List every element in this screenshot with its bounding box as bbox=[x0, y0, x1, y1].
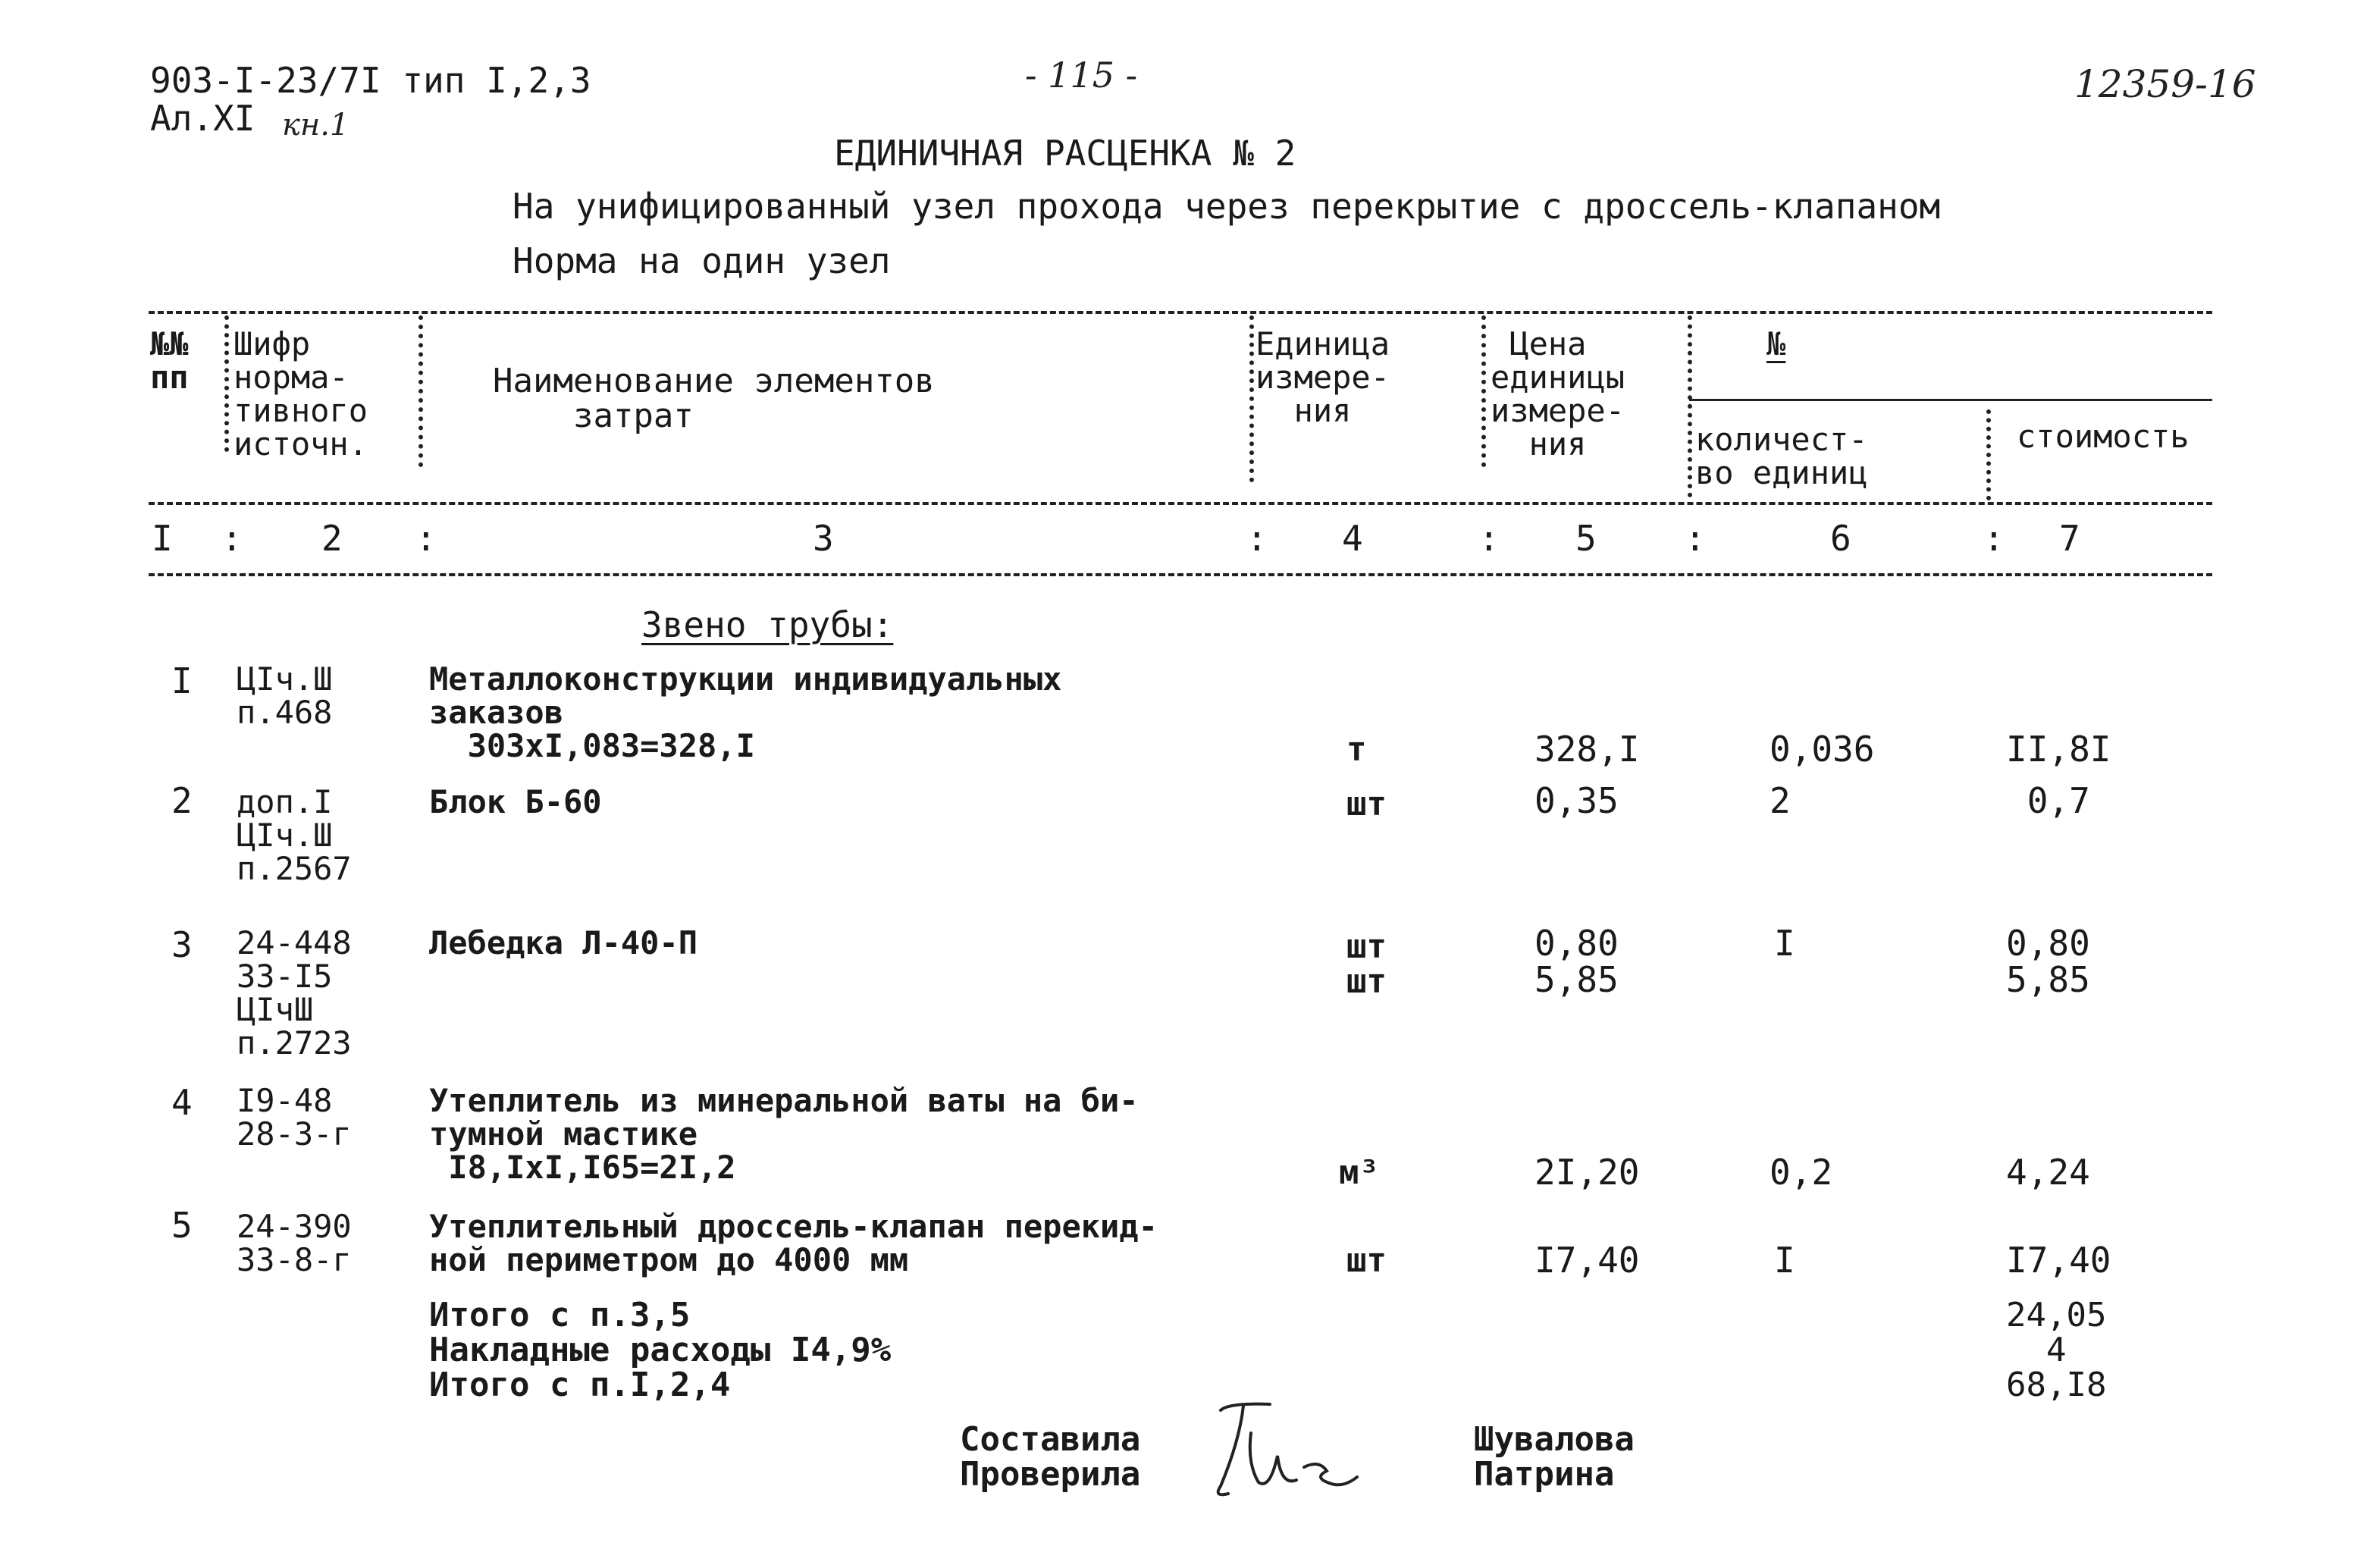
footer-roles: Составила Проверила bbox=[960, 1420, 1141, 1494]
row-code: ЦIч.Ш п.468 bbox=[237, 660, 333, 731]
row-unit: шт шт bbox=[1346, 927, 1387, 1001]
col-number-3: 3 bbox=[813, 518, 834, 559]
page-subtitle: На унифицированный узел прохода через перекрытие с дроссель-клапаном bbox=[513, 186, 1941, 227]
archive-number: 12359-16 bbox=[2074, 62, 2256, 106]
handwritten-signature bbox=[1198, 1395, 1372, 1509]
col-number-6: 6 bbox=[1830, 518, 1851, 559]
row-cost: 0,80 5,85 bbox=[2006, 923, 2090, 1000]
row-unit: м³ bbox=[1339, 1153, 1379, 1192]
row-price: 0,35 bbox=[1534, 780, 1619, 821]
col-header-number: №№ пп bbox=[150, 325, 189, 396]
row-number: 4 bbox=[171, 1082, 193, 1123]
row-code: 24-390 33-8-г bbox=[237, 1208, 352, 1278]
row-name: Утеплитель из минеральной ваты на би- тумной мастике I8,IхI,I65=2I,2 bbox=[429, 1082, 1139, 1186]
col-header-group: № bbox=[1766, 325, 1786, 362]
col-number-1: I bbox=[152, 518, 173, 559]
number-row-colons: : bbox=[1983, 518, 2005, 559]
row-cost: 0,7 bbox=[2006, 780, 2090, 821]
row-qty: 2 bbox=[1770, 780, 1791, 821]
row-price: 2I,20 bbox=[1534, 1152, 1640, 1193]
row-number: 2 bbox=[171, 780, 193, 821]
row-price: 0,80 5,85 bbox=[1534, 923, 1619, 1000]
section-heading: Звено трубы: bbox=[641, 604, 894, 645]
totals-values: 24,05 4 68,I8 bbox=[2006, 1296, 2107, 1404]
col-sep-6 bbox=[1986, 409, 1991, 500]
row-number: I bbox=[171, 660, 193, 701]
page-number: - 115 - bbox=[1025, 55, 1138, 96]
row-unit: т bbox=[1346, 730, 1367, 769]
row-number: 3 bbox=[171, 924, 193, 965]
number-row-colons: : bbox=[1246, 518, 1268, 559]
row-cost: 4,24 bbox=[2006, 1152, 2090, 1193]
col-number-2: 2 bbox=[321, 518, 343, 559]
col-number-7: 7 bbox=[2059, 518, 2080, 559]
row-qty: 0,2 bbox=[1770, 1152, 1833, 1193]
footer-names: Шувалова Патрина bbox=[1474, 1420, 1635, 1494]
header-rule-bottom bbox=[149, 502, 2212, 505]
row-price: I7,40 bbox=[1534, 1240, 1640, 1281]
number-row-colons: : bbox=[415, 518, 437, 559]
row-qty: 0,036 bbox=[1770, 729, 1875, 770]
number-row-colons: : bbox=[221, 518, 243, 559]
row-price: 328,I bbox=[1534, 729, 1640, 770]
col-header-unit: Единица измере- ния bbox=[1255, 325, 1390, 429]
header-rule-top bbox=[149, 311, 2212, 314]
col-header-cost: стоимость bbox=[2017, 418, 2190, 455]
row-code: I9-48 28-3-г bbox=[237, 1082, 352, 1152]
col-header-name: Наименование элементов затрат bbox=[493, 362, 935, 435]
col-header-qty: количест- во единиц bbox=[1695, 421, 1868, 491]
col-sep-1 bbox=[224, 315, 229, 452]
row-cost: I7,40 bbox=[2006, 1240, 2111, 1281]
row-number: 5 bbox=[171, 1205, 193, 1246]
page-title: ЕДИНИЧНАЯ РАСЦЕНКА № 2 bbox=[834, 133, 1296, 174]
row-unit: шт bbox=[1346, 1241, 1387, 1280]
row-name: Металлоконструкции индивидуальных заказов 303хI,083=328,I bbox=[429, 660, 1062, 764]
group-rule bbox=[1689, 399, 2212, 401]
row-unit: шт bbox=[1346, 785, 1387, 823]
row-name: Утеплительный дроссель-клапан перекид- ной периметром до 4000 мм bbox=[429, 1208, 1158, 1278]
col-sep-2 bbox=[418, 315, 423, 467]
totals-labels: Итого с п.3,5 Накладные расходы I4,9% Итого с п.I,2,4 bbox=[429, 1296, 892, 1404]
row-name: Блок Б-60 bbox=[429, 783, 602, 820]
row-code: 24-448 33-I5 ЦIчШ п.2723 bbox=[237, 924, 352, 1062]
number-row-colons: : bbox=[1685, 518, 1706, 559]
col-sep-5 bbox=[1688, 315, 1692, 497]
row-qty: I bbox=[1774, 923, 1795, 964]
row-cost: II,8I bbox=[2006, 729, 2111, 770]
col-header-code: Шифр норма- тивного источн. bbox=[234, 325, 368, 463]
album-label: Ал.XI bbox=[150, 98, 255, 139]
col-sep-3 bbox=[1249, 315, 1254, 482]
doc-code: 903-I-23/7I тип I,2,3 bbox=[150, 60, 591, 101]
row-code: доп.I ЦIч.Ш п.2567 bbox=[237, 783, 352, 887]
row-qty: I bbox=[1774, 1240, 1795, 1281]
numbers-rule-bottom bbox=[149, 573, 2212, 576]
col-number-4: 4 bbox=[1342, 518, 1363, 559]
col-number-5: 5 bbox=[1575, 518, 1597, 559]
number-row-colons: : bbox=[1478, 518, 1500, 559]
col-header-price: Цена единицы измере- ния bbox=[1491, 325, 1625, 463]
row-name: Лебедка Л-40-П bbox=[429, 924, 698, 961]
col-sep-4 bbox=[1481, 315, 1486, 467]
norm-label: Норма на один узел bbox=[513, 240, 891, 281]
album-handwritten: кн.1 bbox=[282, 108, 350, 143]
